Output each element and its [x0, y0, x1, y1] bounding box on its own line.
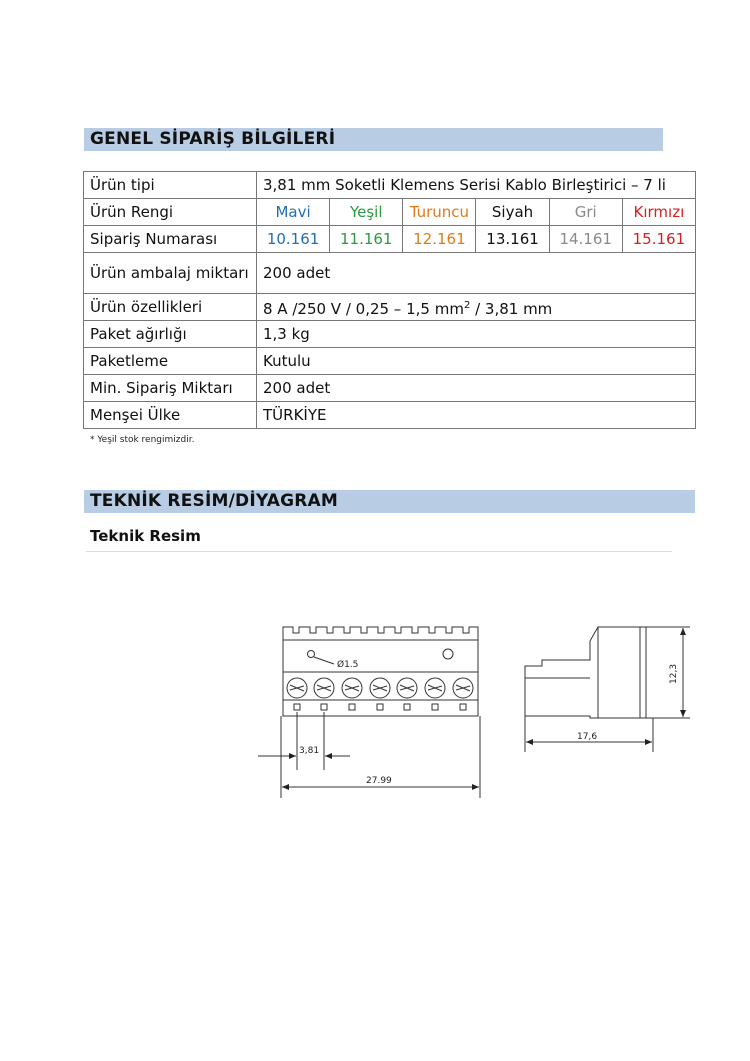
- features-tail: / 3,81 mm: [470, 299, 553, 318]
- weight-value: 1,3 kg: [257, 321, 696, 348]
- pack-value: 200 adet: [257, 253, 696, 294]
- order-code-mavi: 10.161: [257, 226, 330, 253]
- depth-label: 17,6: [577, 732, 598, 742]
- features-text: 8 A /250 V / 0,25 – 1,5 mm: [263, 299, 464, 318]
- stock-note: * Yeşil stok rengimizdir.: [90, 435, 195, 445]
- section-heading-general: GENEL SİPARİŞ BİLGİLERİ: [84, 128, 663, 151]
- hole-diameter-label: Ø1.5: [337, 660, 359, 670]
- type-label: Ürün tipi: [84, 172, 257, 199]
- wire-openings: [294, 704, 466, 710]
- order-code-siyah: 13.161: [476, 226, 549, 253]
- packaging-label: Paketleme: [84, 348, 257, 375]
- color-name-yesil: Yeşil: [330, 199, 403, 226]
- origin-label: Menşei Ülke: [84, 402, 257, 429]
- origin-value: TÜRKİYE: [257, 402, 696, 429]
- width-label: 27.99: [366, 776, 392, 786]
- color-name-kirmizi: Kırmızı: [622, 199, 695, 226]
- order-code-kirmizi: 15.161: [622, 226, 695, 253]
- color-name-mavi: Mavi: [257, 199, 330, 226]
- order-code-turuncu: 12.161: [403, 226, 476, 253]
- min-order-label: Min. Sipariş Miktarı: [84, 375, 257, 402]
- side-view: [525, 627, 690, 752]
- color-name-turuncu: Turuncu: [403, 199, 476, 226]
- packaging-value: Kutulu: [257, 348, 696, 375]
- height-label: 12,3: [669, 663, 679, 684]
- section-heading-technical: TEKNİK RESİM/DİYAGRAM: [84, 490, 695, 513]
- technical-subheading: Teknik Resim: [90, 527, 201, 545]
- order-code-yesil: 11.161: [330, 226, 403, 253]
- type-value: 3,81 mm Soketli Klemens Serisi Kablo Birleştirici – 7 li: [257, 172, 696, 199]
- pack-label: Ürün ambalaj miktarı: [84, 253, 257, 294]
- pitch-label: 3,81: [299, 746, 320, 756]
- order-code-gri: 14.161: [549, 226, 622, 253]
- order-label: Sipariş Numarası: [84, 226, 257, 253]
- color-name-gri: Gri: [549, 199, 622, 226]
- features-superscript: 2: [463, 299, 471, 311]
- color-name-siyah: Siyah: [476, 199, 549, 226]
- screw-terminals: [287, 678, 473, 698]
- weight-label: Paket ağırlığı: [84, 321, 257, 348]
- min-order-value: 200 adet: [257, 375, 696, 402]
- color-label: Ürün Rengi: [84, 199, 257, 226]
- front-view: [258, 627, 480, 798]
- features-label: Ürün özellikleri: [84, 294, 257, 321]
